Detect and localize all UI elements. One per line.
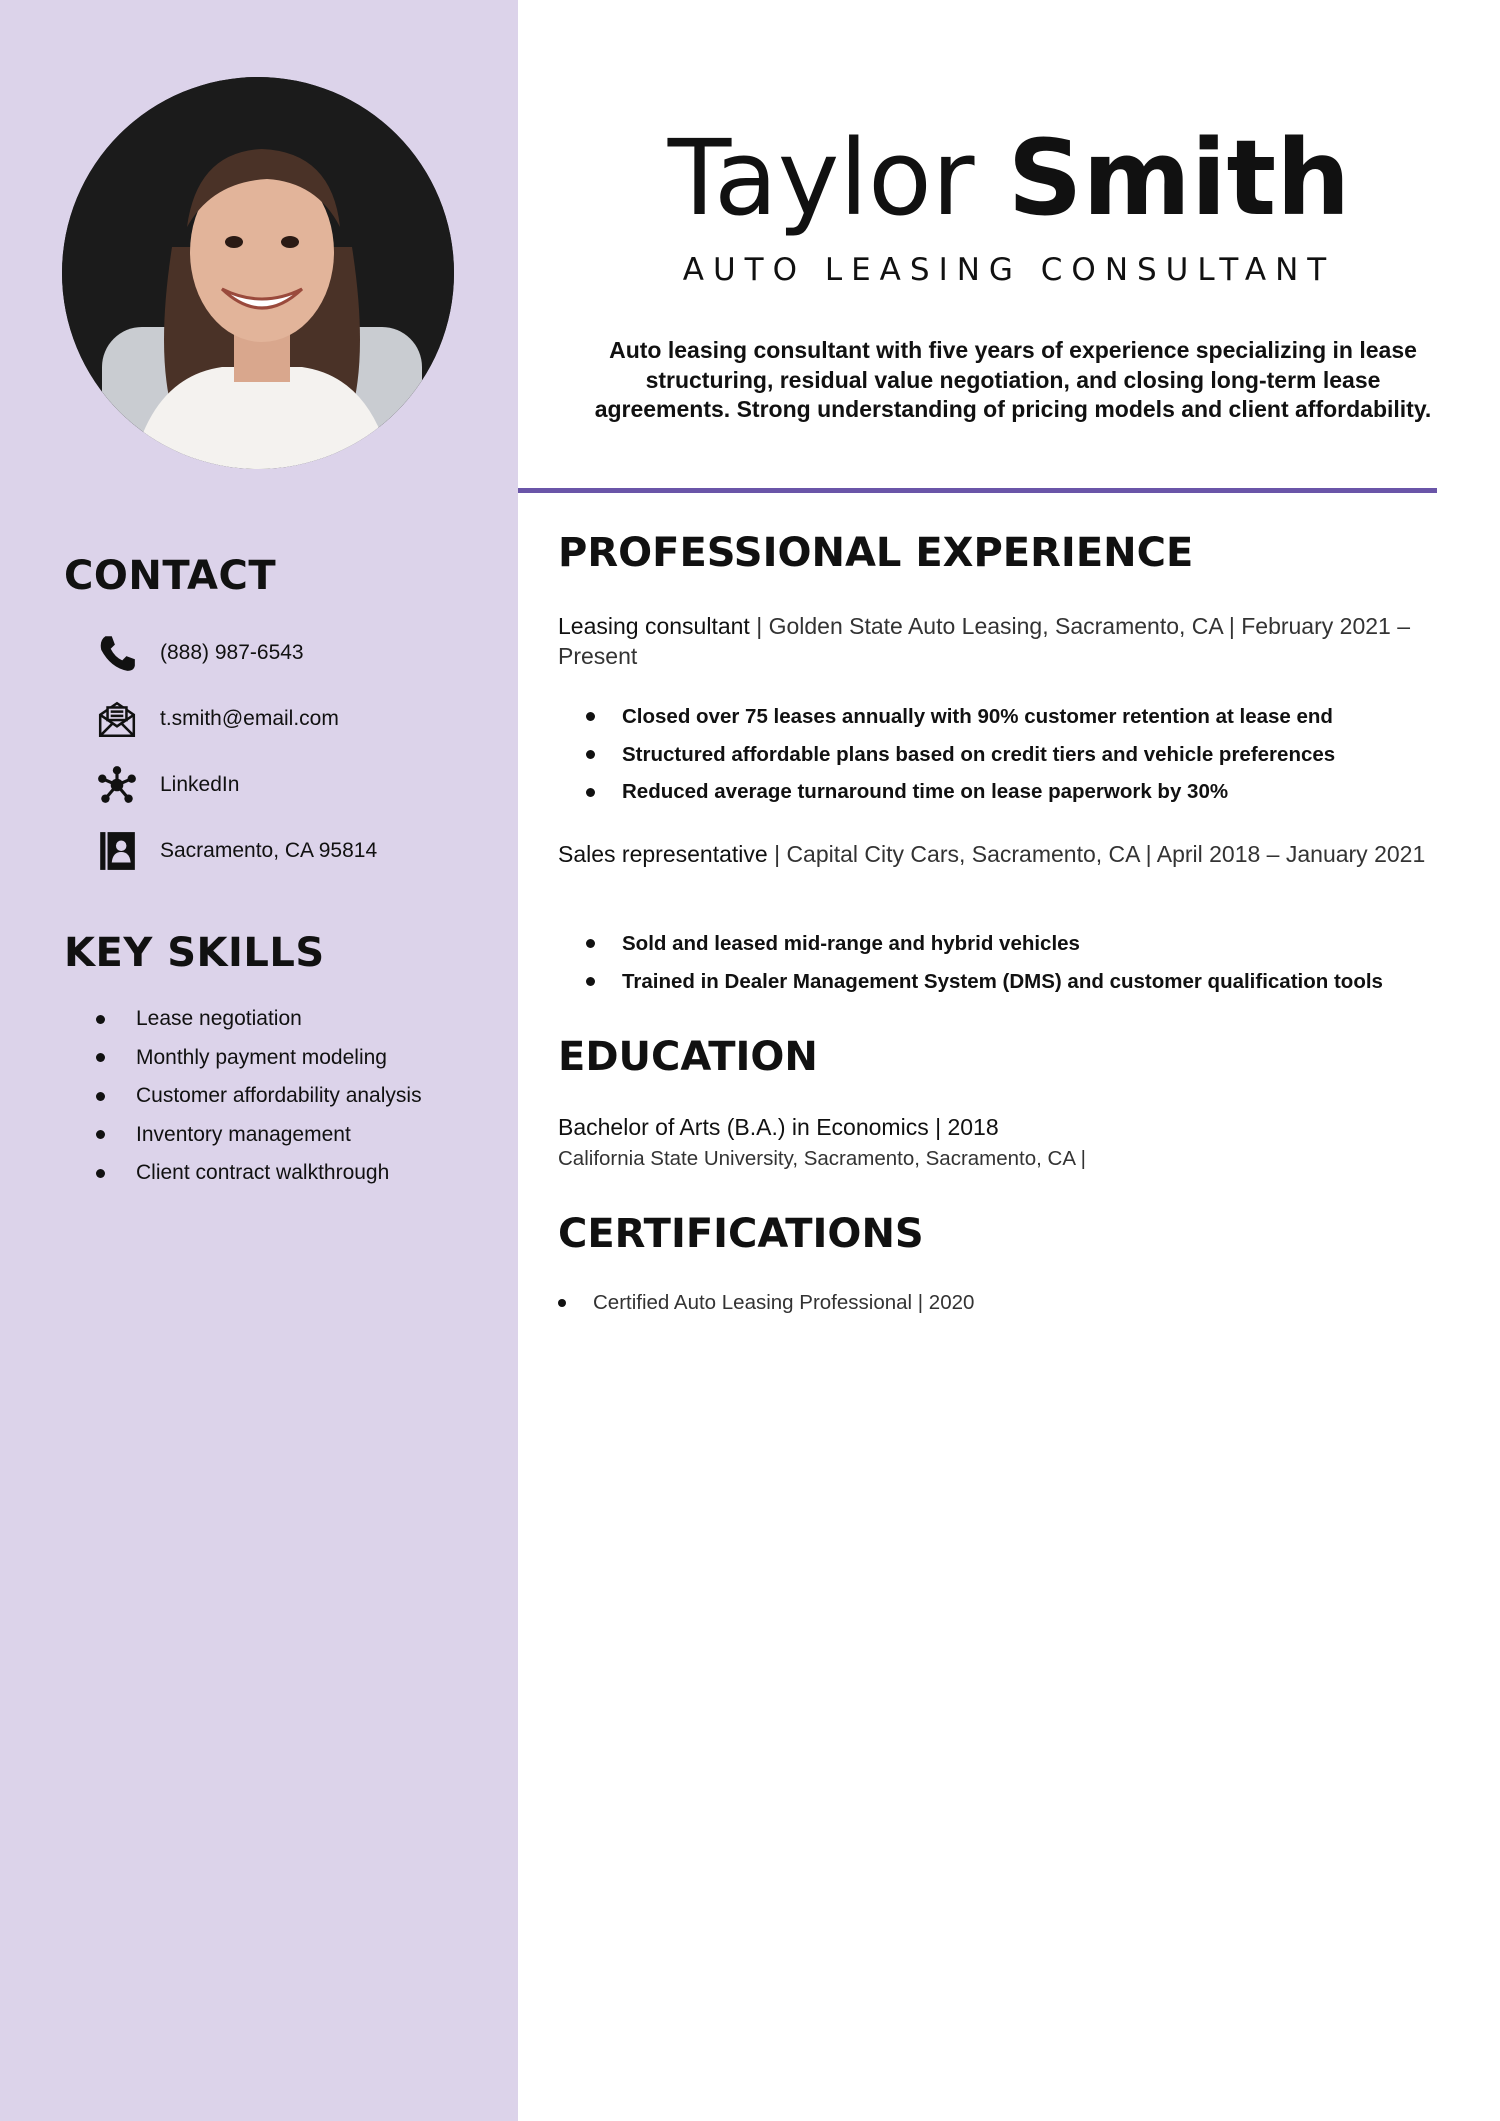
achievement-text: Structured affordable plans based on credit tiers and vehicle preferences: [622, 742, 1336, 766]
linkedin-link[interactable]: LinkedIn: [160, 773, 240, 796]
phone-icon: [96, 632, 138, 674]
skill-label: Inventory management: [136, 1122, 351, 1146]
bullet: [586, 788, 595, 797]
achievement-item: [586, 925, 1383, 963]
contact-email: [96, 686, 496, 752]
skill-item: [96, 1000, 422, 1039]
skill-item: [96, 1154, 422, 1193]
full-name: [518, 118, 1500, 238]
bullet: [96, 1169, 105, 1178]
contact-list: [96, 620, 496, 884]
achievement-item: [586, 963, 1383, 1001]
phone-number: (888) 987-6543: [160, 641, 304, 664]
bullet: [586, 977, 595, 986]
skills-heading: KEY SKILLS: [64, 930, 325, 976]
skill-item: [96, 1116, 422, 1155]
certification-text: Certified Auto Leasing Professional | 2020: [593, 1291, 975, 1314]
skills-list: [96, 1000, 422, 1193]
achievement-item: [586, 698, 1335, 736]
education-heading: EDUCATION: [558, 1034, 818, 1080]
email-icon: [96, 698, 138, 740]
sidebar: [0, 0, 518, 2121]
main-column: [518, 0, 1500, 2121]
certifications-heading: CERTIFICATIONS: [558, 1211, 924, 1257]
contact-heading: CONTACT: [64, 553, 277, 599]
address-icon: [96, 830, 138, 872]
job-role: Leasing consultant: [558, 613, 750, 639]
skill-label: Client contract walkthrough: [136, 1161, 390, 1184]
job-title: AUTO LEASING CONSULTANT: [682, 252, 1336, 288]
skill-label: Monthly payment modeling: [136, 1045, 387, 1069]
bullet: [586, 712, 595, 721]
contact-address: [96, 818, 496, 884]
achievement-list: [586, 698, 1335, 811]
achievement-list: [586, 925, 1383, 1000]
job-details: | Golden State Auto Leasing, Sacramento, CA | February 2021 – Present: [558, 613, 1410, 669]
achievement-item: [586, 736, 1335, 774]
profile-photo: [62, 77, 454, 469]
last-name: Smith: [1007, 117, 1351, 239]
linkedin-icon: [96, 764, 138, 806]
job-role: Sales representative: [558, 841, 768, 867]
achievement-item: [586, 773, 1335, 811]
contact-linkedin: [96, 752, 496, 818]
bullet: [96, 1092, 105, 1101]
bullet: [558, 1299, 566, 1307]
summary: Auto leasing consultant with five years of experience specializing in lease structuring, residual value negotiation, and closing long-term lease agreements. Strong understanding of pricing models and client affordability.: [594, 337, 1432, 422]
achievement-text: Sold and leased mid-range and hybrid vehicles: [622, 932, 1080, 955]
job-details: | Capital City Cars, Sacramento, CA | April 2018 – January 2021: [767, 841, 1426, 867]
bullet: [96, 1130, 105, 1139]
bullet: [586, 750, 595, 759]
education-school: California State University, Sacramento, Sacramento, CA |: [558, 1147, 1086, 1170]
address-text: Sacramento, CA 95814: [160, 839, 378, 862]
skill-label: Lease negotiation: [136, 1007, 302, 1030]
email-address: t.smith@email.com: [160, 707, 339, 730]
certification-item: [558, 1291, 974, 1315]
education-degree: Bachelor of Arts (B.A.) in Economics | 2018: [558, 1114, 999, 1140]
experience-heading: PROFESSIONAL EXPERIENCE: [558, 530, 1194, 576]
contact-phone: [96, 620, 496, 686]
job-header: [558, 611, 1438, 671]
skill-item: [96, 1077, 422, 1116]
achievement-text: Trained in Dealer Management System (DMS) and customer qualification tools: [622, 969, 1383, 993]
achievement-text: Reduced average turnaround time on lease paperwork by 30%: [622, 780, 1229, 804]
bullet: [96, 1015, 105, 1024]
bullet: [586, 939, 595, 948]
skill-label: Customer affordability analysis: [136, 1084, 422, 1107]
first-name: Taylor: [667, 117, 975, 239]
achievement-text: Closed over 75 leases annually with 90% customer retention at lease end: [622, 705, 1333, 728]
skill-item: [96, 1039, 422, 1078]
job-header: [558, 839, 1438, 869]
bullet: [96, 1053, 105, 1062]
divider: [518, 488, 1437, 493]
